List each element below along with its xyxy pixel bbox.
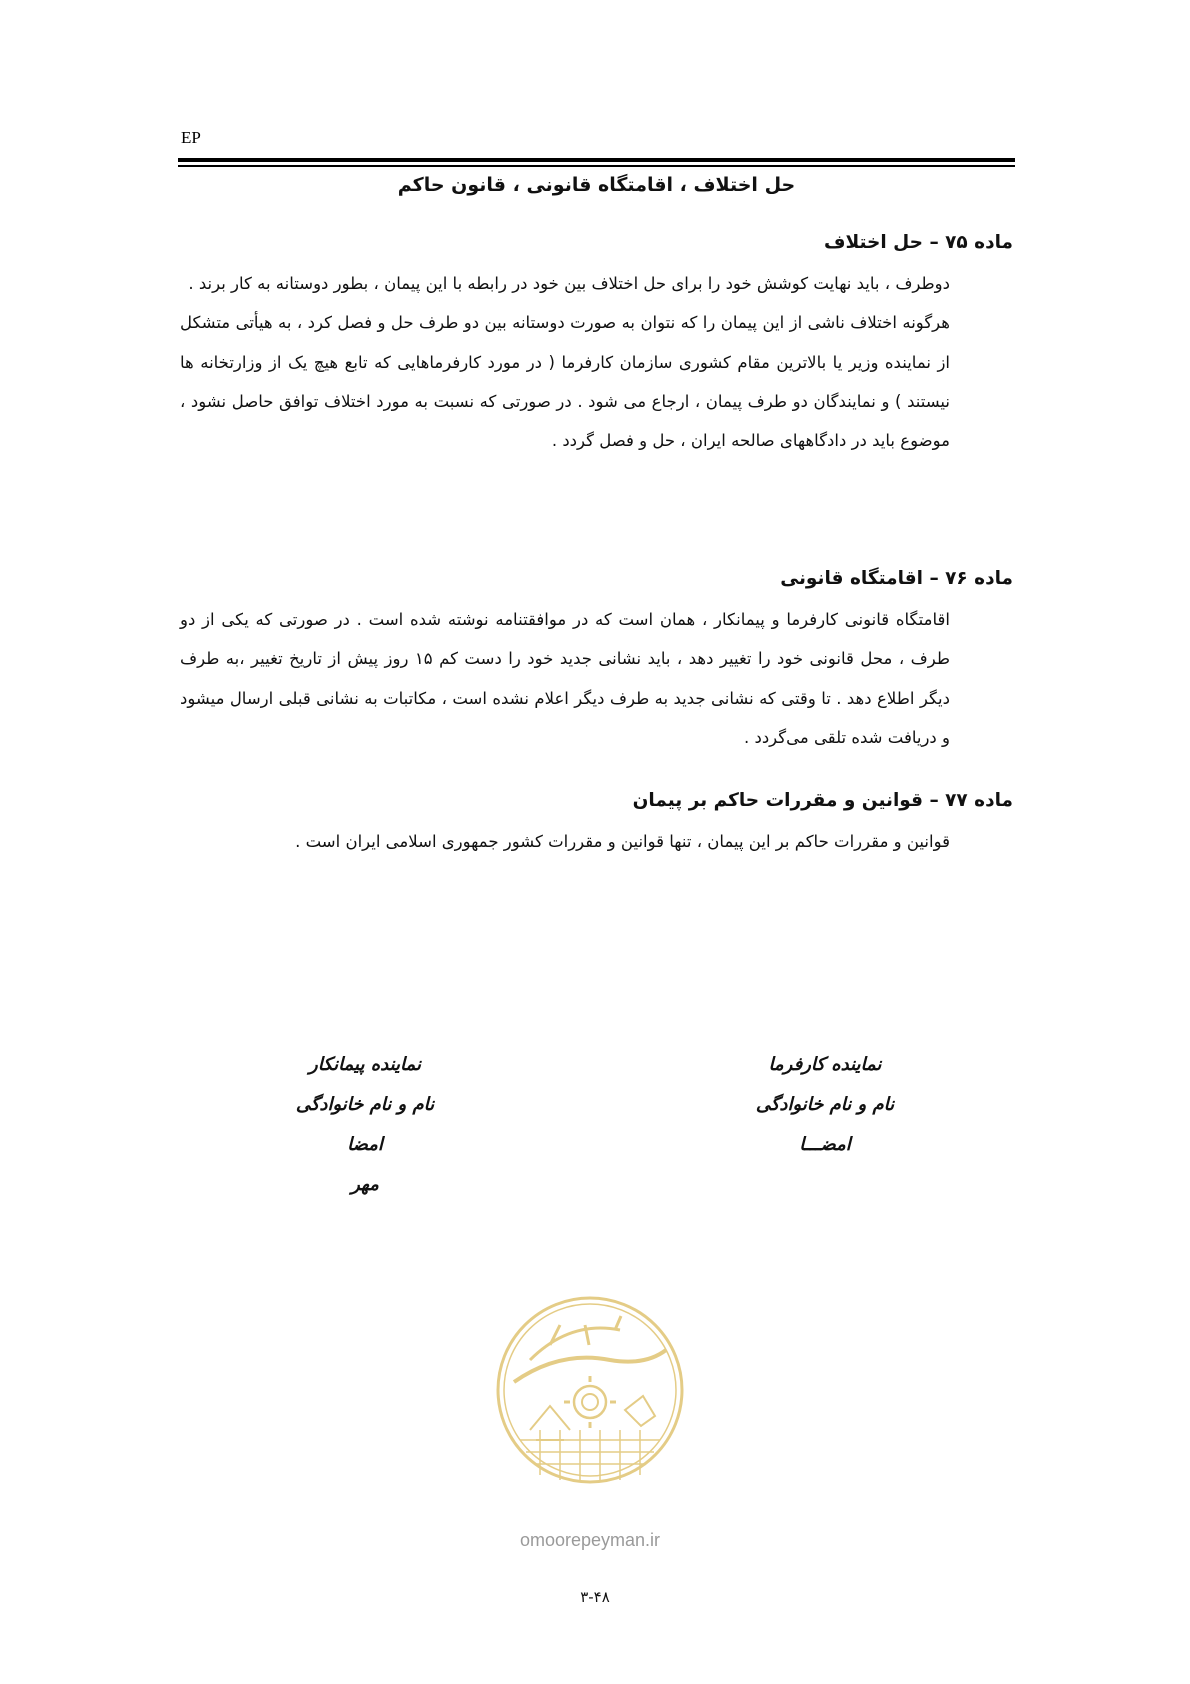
article-heading: ماده ۷۷ – قوانین و مقررات حاکم بر پیمان xyxy=(632,790,1013,811)
watermark-logo xyxy=(490,1290,690,1490)
contractor-seal-label: مهر xyxy=(351,1174,379,1195)
article-paragraph: دوطرف ، باید نهایت کوشش خود را برای حل اختلاف بین خود در رابطه با این پیمان ، بطور دوستانه به کار برند . xyxy=(188,274,950,293)
contractor-sign-label: امضا xyxy=(347,1134,383,1155)
employer-representative-label: نماینده کارفرما xyxy=(768,1054,882,1075)
article-body xyxy=(180,600,950,757)
article-paragraph: قوانین و مقررات حاکم بر این پیمان ، تنها قوانین و مقررات کشور جمهوری اسلامی ایران است . xyxy=(295,832,950,851)
employer-name-label: نام و نام خانوادگی xyxy=(755,1094,895,1115)
document-code: EP xyxy=(181,128,201,147)
page-number: ۳-۴۸ xyxy=(580,1588,610,1606)
contractor-name-label: نام و نام خانوادگی xyxy=(295,1094,435,1115)
contractor-representative-label: نماینده پیمانکار xyxy=(309,1054,421,1075)
article-paragraph: اقامتگاه قانونی کارفرما و پیمانکار ، همان است که در موافقتنامه نوشته شده است . در صورتی که یکی از دو طرف ، محل قانونی خود را تغییر دهد ، باید نشانی جدید خود را دست کم ۱۵ روز پیش از تاریخ تغییر ،به طرف دیگر اطلاع دهد . تا وقتی که نشانی جدید به طرف دیگر اعلام نشده است ، مکاتبات به نشانی قبلی ارسال میشود و دریافت شده تلقی می‌گردد . xyxy=(180,610,950,747)
article-77 xyxy=(180,786,1013,861)
article-body xyxy=(180,264,950,460)
header-rule-thin xyxy=(178,165,1015,167)
contractor-signature-block xyxy=(240,1045,490,1205)
article-body xyxy=(180,822,950,861)
article-76 xyxy=(180,564,1013,757)
header-rule-thick xyxy=(178,158,1015,162)
employer-signature-block xyxy=(700,1045,950,1165)
employer-sign-label: امضـــا xyxy=(799,1134,851,1155)
watermark-url: omoorepeyman.ir xyxy=(519,1530,661,1550)
chapter-title: حل اختلاف ، اقامتگاه قانونی ، قانون حاکم xyxy=(397,174,796,196)
article-paragraph: هرگونه اختلاف ناشی از این پیمان را که نتوان به صورت دوستانه بین دو طرف حل و فصل کرد ، به هیأتی متشکل از نماینده وزیر یا بالاترین مقام کشوری سازمان کارفرما ( در مورد کارفرماهایی که تابع هیچ یک از وزارتخانه ها نیستند ) و نمایندگان دو طرف پیمان ، ارجاع می شود . در صورتی که نسبت به مورد اختلاف توافق حاصل نشود ، موضوع باید در دادگاههای صالحه ایران ، حل و فصل گردد . xyxy=(180,313,950,451)
article-75 xyxy=(180,228,1013,460)
article-heading: ماده ۷۶ – اقامتگاه قانونی xyxy=(780,568,1013,589)
article-heading: ماده ۷۵ – حل اختلاف xyxy=(823,232,1013,253)
